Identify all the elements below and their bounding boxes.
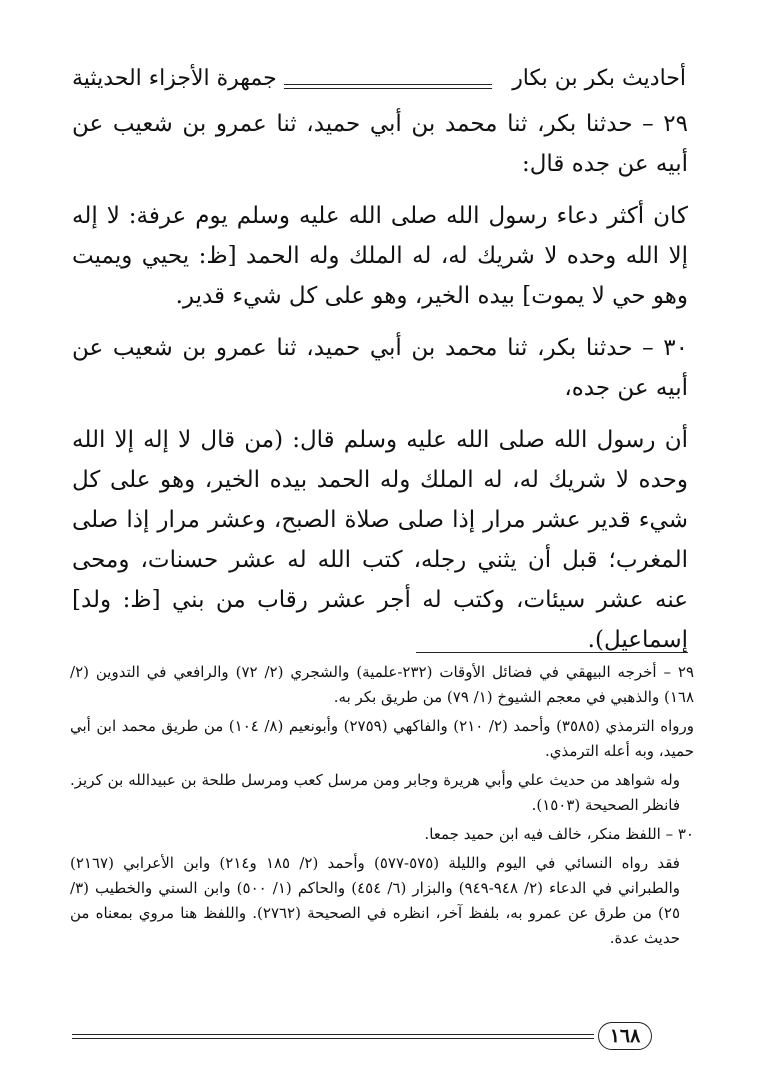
main-text [72,104,688,660]
footer-rule [72,1034,594,1035]
hadith-29-isnad: ٢٩ – حدثنا بكر، ثنا محمد بن أبي حميد، ثنا عمرو بن شعيب عن أبيه عن جده قال: [72,111,688,177]
page-number: ١٦٨ [598,1022,652,1050]
footer-rule [72,1038,594,1039]
hadith-30-isnad: ٣٠ – حدثنا بكر، ثنا محمد بن أبي حميد، ثنا عمرو بن شعيب عن أبيه عن جده، [72,335,688,401]
footnote-29: ٢٩ – أخرجه البيهقي في فضائل الأوقات (٢٣٢-علمية) والشجري (٢/ ٧٢) والرافعي في التدوين (٢/ ١٦٨) والذهبي في معجم الشيوخ (١/ ٧٩) من طريق بكر به. [70,663,695,706]
footnote-30-takhrij: فقد رواه النسائي في اليوم والليلة (٥٧٥-٥٧٧) وأحمد (٢/ ١٨٥ و٢١٤) وابن الأعرابي (٢١٦٧) والطبراني في الدعاء (٢/ ٩٤٨-٩٤٩) والبزار (٦/ ٤٥٤) والحاكم (١/ ٥٠٠) وابن السني والخطيب (٣/ ٢٥) من طرق عن عمرو به، بلفظ آخر، انظره في الصحيحة (٢٧٦٢). واللفظ هنا مروي بمعناه من حديث عدة. [70,854,681,947]
page-footer [72,1022,686,1052]
hadith-30-matn: أن رسول الله صلى الله عليه وسلم قال: (من قال لا إله إلا الله وحده لا شريك له، له الملك وله الحمد بيده الخير، وهو على كل شيء قدير عشر مرار إذا صلى صلاة الصبح، وعشر مرار إذا صلى المغرب؛ قبل أن يثني رجله، كتب الله له عشر حسنات، ومحى عنه عشر سيئات، وكتب له أجر عشر رقاب من بني [ظ: ولد] إسماعيل). [72,427,688,653]
header-rule [284,84,492,85]
footnote-29-tirmidhi: ورواه الترمذي (٣٥٨٥) وأحمد (٢/ ٢١٠) والفاكهي (٢٧٥٩) وأبونعيم (٨/ ١٠٤) من طريق محمد ابن أبي حميد، وبه أعله الترمذي. [70,717,694,760]
hadith-29-matn: كان أكثر دعاء رسول الله صلى الله عليه وسلم يوم عرفة: لا إله إلا الله وحده لا شريك له، له الملك وله الحمد [ظ: يحيي ويميت وهو حي لا يموت] بيده الخير، وهو على كل شيء قدير. [72,203,688,309]
footnote-separator [416,652,688,653]
series-title: جمهرة الأجزاء الحديثية [72,66,277,91]
header-rule [284,88,492,89]
book-title: أحاديث بكر بن بكار [512,66,686,91]
running-header [72,60,686,100]
footnotes [70,660,694,955]
footnote-29-shawahid: وله شواهد من حديث علي وأبي هريرة وجابر ومن مرسل كعب ومرسل طلحة بن عبيدالله بن كريز. فانظر الصحيحة (١٥٠٣). [70,771,680,814]
footnote-30: ٣٠ – اللفظ منكر، خالف فيه ابن حميد جمعا. [424,825,694,843]
